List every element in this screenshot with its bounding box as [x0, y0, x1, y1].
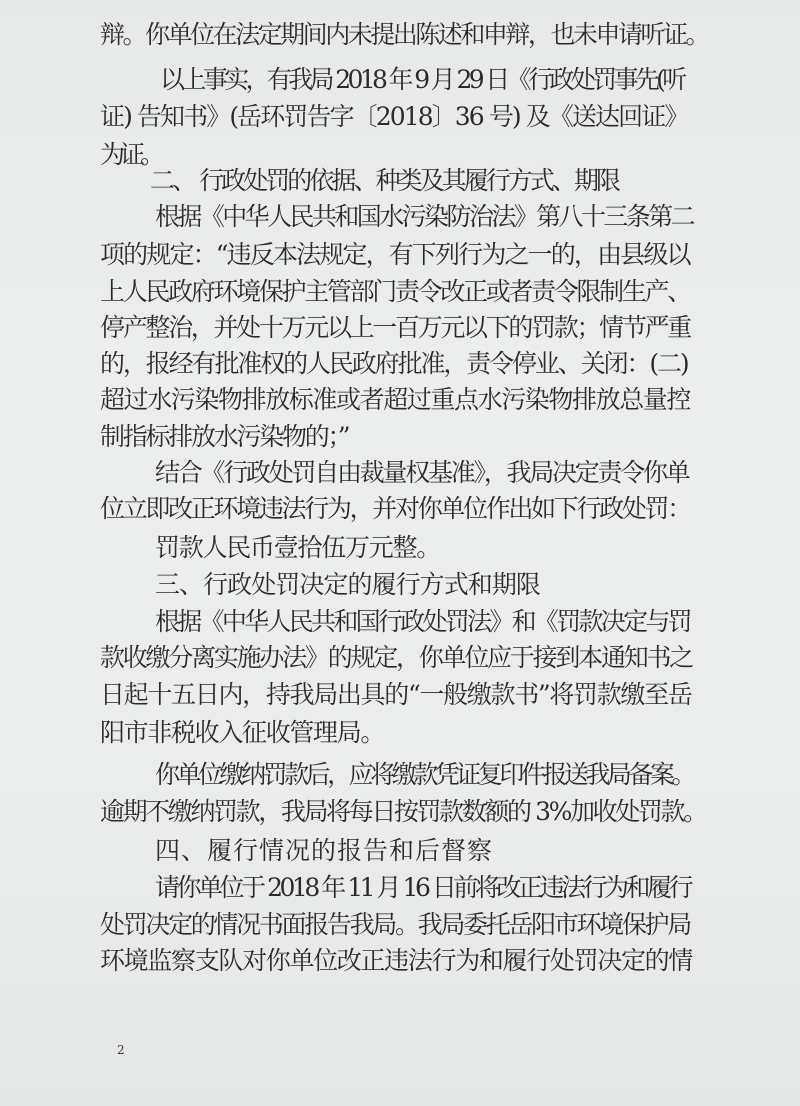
text-line-12: 制指标排放水污染物的；” — [100, 422, 349, 451]
text-line-9: 停产整治，并处十万元以上一百万元以下的罚款；情节严重 — [100, 313, 690, 342]
text-line-18: 款收缴分离实施办法》的规定，你单位应于接到本通知书之 — [100, 643, 693, 672]
text-line-26: 环境监察支队对你单位改正违法行为和履行处罚决定的情 — [100, 946, 693, 975]
text-line-10: 的，报经有批准权的人民政府批准，责令停业、关闭：(二) — [100, 349, 688, 378]
text-line-11: 超过水污染物排放标准或者超过重点水污染物排放总量控 — [100, 385, 691, 414]
text-line-3: 证) 告知书》(岳环罚告字〔2018〕36 号) 及《送达回证》 — [100, 102, 688, 131]
fine-amount: 罚款人民币壹拾伍万元整。 — [155, 533, 441, 562]
text-line-19: 日起十五日内，持我局出具的“一般缴款书”将罚款缴至岳 — [100, 680, 692, 709]
text-line-6: 根据《中华人民共和国水污染防治法》第八十三条第二 — [155, 202, 694, 231]
section-heading-3: 三、行政处罚决定的履行方式和期限 — [155, 570, 540, 599]
section-heading-4: 四、履行情况的报告和后督察 — [155, 836, 494, 865]
text-line-4: 为证。 — [100, 140, 161, 169]
text-line-20: 阳市非税收入征收管理局。 — [100, 718, 385, 747]
text-line-25: 处罚决定的情况书面报告我局。我局委托岳阳市环境保护局 — [100, 910, 690, 939]
text-line-2: 以上事实，有我局 2018 年 9 月 29 日《行政处罚事先(听 — [160, 65, 684, 94]
text-line-22: 逾期不缴纳罚款，我局将每日按罚款数额的 3%加收处罚款。 — [100, 797, 706, 826]
text-line-13: 结合《行政处罚自由裁量权基准》，我局决定责令你单 — [155, 458, 689, 487]
section-heading-2: 二、 行政处罚的依据、种类及其履行方式、期限 — [150, 166, 619, 195]
text-line-8: 上人民政府环境保护主管部门责令改正或者责令限制生产、 — [100, 277, 690, 306]
text-line-7: 项的规定：“违反本法规定，有下列行为之一的，由县级以 — [100, 240, 690, 269]
text-line-17: 根据《中华人民共和国行政处罚法》和《罚款决定与罚 — [155, 607, 690, 636]
text-line-1: 辩。你单位在法定期间内未提出陈述和申辩，也未申请听证。 — [100, 20, 709, 49]
text-line-24: 请你单位于 2018 年 11 月 16 日前将改正违法行为和履行 — [155, 873, 691, 902]
page-number: 2 — [117, 1043, 125, 1057]
text-line-14: 位立即改正环境违法行为，并对你单位作出如下行政处罚： — [100, 494, 690, 523]
text-line-21: 你单位缴纳罚款后，应将缴款凭证复印件报送我局备案。 — [155, 760, 694, 789]
